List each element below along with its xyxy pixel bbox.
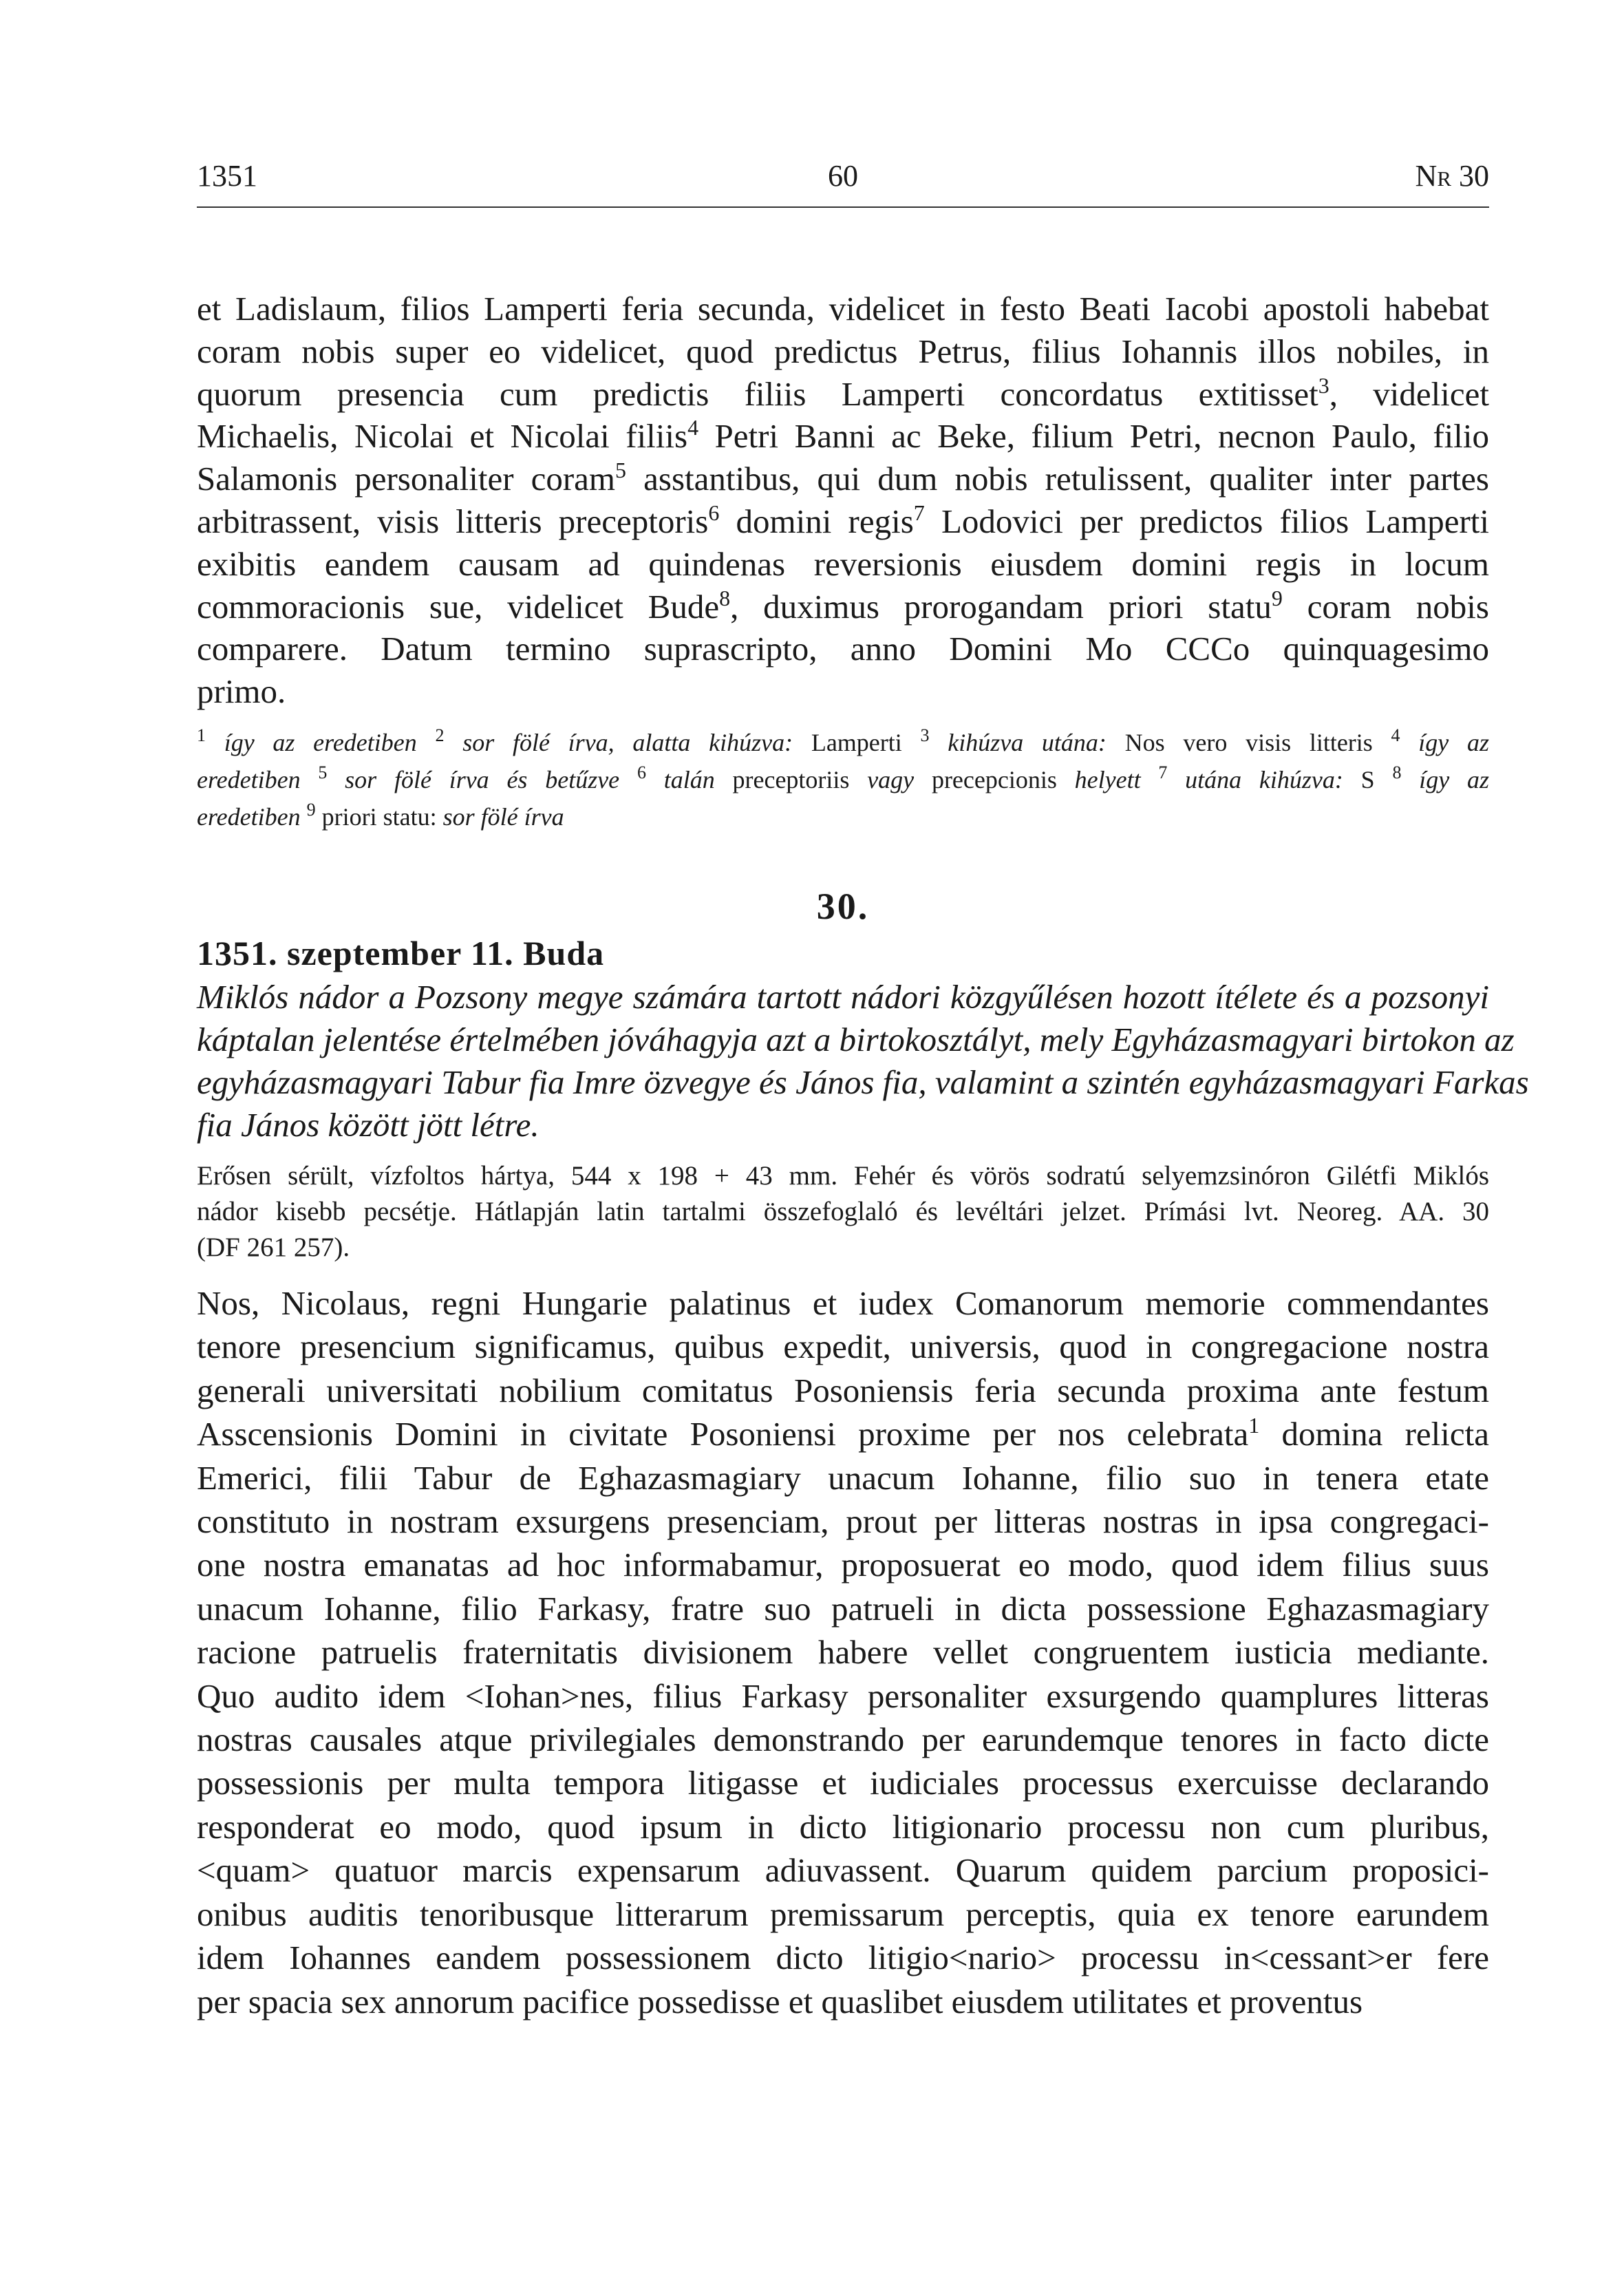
footnote-editorial: így az [1401, 766, 1489, 793]
text-line [197, 1630, 1489, 1674]
footnote-number: 7 [1158, 763, 1168, 782]
text-line [197, 1543, 1489, 1586]
text-run: tenore presencium significamus, quibus expedit, universis, quod in congregacione nostra [197, 1328, 1489, 1366]
text-run: Nos, Nicolaus, regni Hungarie palatinus et iudex Comanorum memorie commendantes [197, 1284, 1489, 1322]
footnote-number: 1 [197, 725, 206, 745]
text-run: constituto in nostram exsurgens presenciam, prout per litteras nostras in ipsa congregaci- [197, 1502, 1489, 1541]
footnote-number: 6 [637, 763, 646, 782]
description-line: (DF 261 257). [197, 1233, 350, 1262]
text-line [197, 1893, 1489, 1936]
text-run: arbitrassent, visis litteris preceptoris [197, 502, 709, 540]
footnote-ref: 6 [708, 500, 720, 525]
footnote-line [197, 798, 1489, 835]
footnote-number: 2 [435, 725, 445, 745]
text-line [197, 415, 1489, 458]
text-run: possessionis per multa tempora litigasse et iudiciales processus exercuisse declarando [197, 1764, 1489, 1802]
regest-line: káptalan jelentése értelmében jóváhagyja azt a birtokosztályt, mely Egyházasmagyari birtokon az [197, 1021, 1515, 1058]
text-run: Salamonis personaliter coram [197, 460, 616, 498]
footnote-number: 8 [1392, 763, 1402, 782]
text-line [197, 1936, 1489, 1979]
page-number: 60 [828, 159, 858, 193]
text-line [197, 586, 1489, 628]
description-line: nádor kisebb pecsétje. Hátlapján latin tartalmi összefoglaló és levéltári jelzet. Prímási lvt. Neoreg. AA. 30 [197, 1197, 1489, 1226]
text-run: Emerici, filii Tabur de Eghazasmagiary unacum Iohanne, filio suo in tenera etate [197, 1458, 1489, 1497]
footnote-editorial: sor fölé írva és betűzve [327, 766, 637, 793]
text-line [197, 1369, 1489, 1412]
text-line [197, 1500, 1489, 1543]
text-line [197, 1980, 1489, 2023]
description-line: Erősen sérült, vízfoltos hártya, 544 x 198 + 43 mm. Fehér és vörös sodratú selyemzsinóron Gilétfi Miklós [197, 1161, 1489, 1191]
text-line [197, 1848, 1489, 1892]
text-run: idem Iohannes eandem possessionem dicto litigio<nario> processu in<cessant>er fere [197, 1939, 1489, 1977]
text-line [197, 1805, 1489, 1848]
footnote-editorial: eredetiben [197, 803, 307, 831]
text-line [197, 1281, 1489, 1325]
header-rule [197, 206, 1489, 208]
text-line [197, 628, 1489, 670]
text-run: <quam> quatuor marcis expensarum adiuvassent. Quarum quidem parcium proposici- [197, 1851, 1489, 1890]
footnote-ref: 5 [615, 458, 627, 483]
text-run: one nostra emanatas ad hoc informabamur, proposuerat eo modo, quod idem filius suus [197, 1546, 1489, 1584]
text-run: Lodovici per predictos filios Lamperti [924, 502, 1489, 540]
footnote-number: 9 [306, 800, 316, 820]
footnote-source-text: preceptoriis [732, 766, 868, 793]
footnote-line [197, 724, 1489, 761]
text-run: generali universitati nobilium comitatus Posoniensis feria secunda proxima ante festum [197, 1371, 1489, 1409]
footnote-ref: 9 [1271, 585, 1283, 610]
footnote-editorial: vagy [867, 766, 932, 793]
text-run: commoracionis sue, videlicet Bude [197, 587, 720, 626]
text-run: coram nobis super eo videlicet, quod predictus Petrus, filius Iohannis illos nobiles, in [197, 332, 1489, 370]
text-run: racione patruelis fraternitatis divisionem habere vellet congruentem iusticia mediante. [197, 1633, 1489, 1672]
footnote-number: 4 [1391, 725, 1400, 745]
footnote-source-text: Lamperti [811, 729, 921, 756]
regest [197, 976, 1529, 1147]
text-run: nostras causales atque privilegiales demonstrando per earundemque tenores in facto dicte [197, 1720, 1489, 1759]
text-line [197, 1718, 1489, 1761]
running-header [197, 156, 1489, 197]
text-run: onibus auditis tenoribusque litterarum premissarum perceptis, quia ex tenore earundem [197, 1895, 1489, 1933]
text-line [197, 1587, 1489, 1630]
text-run: , videlicet [1329, 374, 1490, 413]
footnote-ref: 8 [719, 585, 731, 610]
text-run: unacum Iohanne, filio Farkasy, fratre suo patrueli in dicta possessione Eghazasmagiary [197, 1589, 1489, 1628]
text-run: et Ladislaum, filios Lamperti feria secunda, videlicet in festo Beati Iacobi apostoli habebat [197, 290, 1489, 328]
text-run: asstantibus, qui dum nobis retulissent, qualiter inter partes [626, 460, 1489, 498]
text-run: primo. [197, 672, 286, 711]
text-run: Petri Banni ac Beke, filium Petri, necnon Paulo, filio [698, 417, 1489, 456]
footnote-editorial: így az [1400, 729, 1489, 756]
footnote-editorial: talán [645, 766, 733, 793]
footnote-editorial: így az eredetiben [206, 729, 436, 756]
footnote-source-text: Nos vero visis litteris [1124, 729, 1391, 756]
text-line [197, 458, 1489, 500]
footnote-source-text: precepcionis [931, 766, 1075, 793]
text-run: domini regis [719, 502, 914, 540]
text-line [197, 1412, 1489, 1456]
text-line [197, 500, 1489, 543]
document-description [197, 1158, 1489, 1266]
text-line [197, 1456, 1489, 1500]
text-line [197, 373, 1489, 416]
text-line [197, 670, 1489, 713]
footnote-editorial: utána kihúzva: [1167, 766, 1361, 793]
document-text [197, 1281, 1489, 2023]
footnote-source-text: priori statu: [315, 803, 443, 831]
footnote-ref: 1 [1248, 1413, 1260, 1438]
text-run: per spacia sex annorum pacifice possedisse et quaslibet eiusdem utilitates et proventus [197, 1982, 1363, 2021]
text-line [197, 543, 1489, 586]
footnote-number: 5 [318, 763, 328, 782]
footnote-ref: 3 [1318, 372, 1329, 398]
text-run: quorum presencia cum predictis filiis Lamperti concordatus extitisset [197, 374, 1318, 413]
footnotes [197, 724, 1489, 835]
text-line [197, 1325, 1489, 1368]
text-run: , duximus prorogandam priori statu [730, 587, 1272, 626]
regest-line: Miklós nádor a Pozsony megye számára tartott nádori közgyűlésen hozott ítélete és a pozsonyi [197, 978, 1489, 1016]
footnote-editorial: helyett [1074, 766, 1159, 793]
text-line [197, 288, 1489, 330]
text-run: responderat eo modo, quod ipsum in dicto litigionario processu non cum pluribus, [197, 1807, 1489, 1846]
document-dateline: 1351. szeptember 11. Buda [197, 934, 605, 972]
text-line [197, 330, 1489, 373]
text-run: Asscensionis Domini in civitate Posoniensi proxime per nos celebrata [197, 1415, 1249, 1453]
text-run: exibitis eandem causam ad quindenas reversionis eiusdem domini regis in locum [197, 544, 1489, 583]
footnote-editorial: kihúzva utána: [929, 729, 1125, 756]
text-run: comparere. Datum termino suprascripto, anno Domini Mo CCCo quinquagesimo [197, 630, 1489, 668]
text-run: coram nobis [1282, 587, 1489, 626]
footnote-editorial: sor fölé írva [442, 803, 564, 831]
footnote-ref: 7 [913, 500, 925, 525]
footnote-line [197, 761, 1489, 798]
footnote-editorial: eredetiben [197, 766, 319, 793]
header-doc-number: Nr 30 [1415, 159, 1489, 193]
regest-line: fia János között jött létre. [197, 1106, 539, 1144]
text-run: Michaelis, Nicolai et Nicolai filiis [197, 417, 688, 456]
regest-line: egyházasmagyari Tabur fia Imre özvegye és János fia, valamint a szintén egyházasmagyari Farkas [197, 1063, 1529, 1101]
footnote-number: 3 [920, 725, 930, 745]
footnote-source-text: S [1360, 766, 1393, 793]
text-line [197, 1761, 1489, 1804]
document-number: 30. [816, 886, 870, 927]
previous-document-text [197, 288, 1489, 713]
text-run: Quo audito idem <Iohan>nes, filius Farkasy personaliter exsurgendo quamplures litteras [197, 1676, 1489, 1715]
header-year: 1351 [197, 159, 257, 193]
text-line [197, 1674, 1489, 1718]
text-run: domina relicta [1259, 1415, 1489, 1453]
footnote-editorial: sor fölé írva, alatta kihúzva: [444, 729, 811, 756]
footnote-ref: 4 [687, 415, 699, 440]
